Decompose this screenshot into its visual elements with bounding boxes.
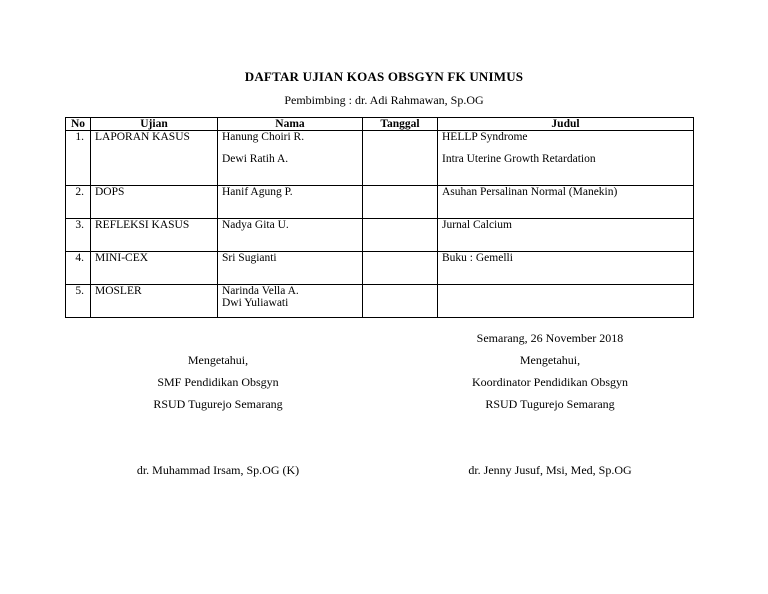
cell-no: 3. <box>66 219 91 252</box>
place-date: Semarang, 26 November 2018 <box>476 331 624 345</box>
cell-no: 2. <box>66 186 91 219</box>
judul-line: Intra Uterine Growth Retardation <box>442 153 596 165</box>
header-nama: Nama <box>218 118 363 131</box>
judul-line: Asuhan Persalinan Normal (Manekin) <box>442 186 618 198</box>
cell-ujian: LAPORAN KASUS <box>91 131 218 186</box>
header-ujian: Ujian <box>91 118 218 131</box>
left-acknowledged: Mengetahui, <box>187 353 249 367</box>
cell-judul <box>438 252 694 285</box>
left-signature-block <box>78 349 358 415</box>
exam-table <box>65 117 694 318</box>
table-row <box>66 285 694 318</box>
cell-nama <box>218 186 363 219</box>
cell-judul <box>438 131 694 186</box>
judul-line: Buku : Gemelli <box>442 252 513 264</box>
right-position: Koordinator Pendidikan Obsgyn <box>472 375 628 389</box>
cell-judul <box>438 285 694 318</box>
nama-line: Dwi Yuliawati <box>222 297 289 309</box>
table-row <box>66 131 694 186</box>
cell-tanggal <box>363 186 438 219</box>
cell-judul <box>438 219 694 252</box>
table-header-row <box>66 118 694 131</box>
header-no: No <box>66 118 91 131</box>
left-signatory-name: dr. Muhammad Irsam, Sp.OG (K) <box>136 463 300 477</box>
cell-nama <box>218 219 363 252</box>
nama-line: Narinda Vella A. <box>222 285 299 297</box>
cell-tanggal <box>363 252 438 285</box>
header-tanggal: Tanggal <box>363 118 438 131</box>
cell-ujian: DOPS <box>91 186 218 219</box>
table-row <box>66 186 694 219</box>
left-position: SMF Pendidikan Obsgyn <box>157 375 279 389</box>
cell-no: 1. <box>66 131 91 186</box>
cell-nama <box>218 285 363 318</box>
cell-nama <box>218 131 363 186</box>
cell-no: 5. <box>66 285 91 318</box>
table-row <box>66 252 694 285</box>
cell-ujian: MOSLER <box>91 285 218 318</box>
right-signature-block <box>410 327 690 415</box>
cell-ujian: MINI-CEX <box>91 252 218 285</box>
cell-judul <box>438 186 694 219</box>
right-institution: RSUD Tugurejo Semarang <box>485 397 615 411</box>
nama-line: Nadya Gita U. <box>222 219 289 231</box>
left-institution: RSUD Tugurejo Semarang <box>153 397 283 411</box>
nama-line: Sri Sugianti <box>222 252 277 264</box>
nama-line: Dewi Ratih A. <box>222 153 289 165</box>
cell-tanggal <box>363 131 438 186</box>
document-supervisor: Pembimbing : dr. Adi Rahmawan, Sp.OG <box>284 93 484 107</box>
right-acknowledged: Mengetahui, <box>519 353 581 367</box>
cell-nama <box>218 252 363 285</box>
nama-line: Hanif Agung P. <box>222 186 293 198</box>
judul-line: Jurnal Calcium <box>442 219 512 231</box>
nama-line: Hanung Choiri R. <box>222 131 305 143</box>
header-judul: Judul <box>438 118 694 131</box>
cell-tanggal <box>363 219 438 252</box>
table-row <box>66 219 694 252</box>
cell-tanggal <box>363 285 438 318</box>
cell-ujian: REFLEKSI KASUS <box>91 219 218 252</box>
cell-no: 4. <box>66 252 91 285</box>
right-signatory-name: dr. Jenny Jusuf, Msi, Med, Sp.OG <box>468 463 632 477</box>
judul-line: HELLP Syndrome <box>442 131 528 143</box>
document-title: DAFTAR UJIAN KOAS OBSGYN FK UNIMUS <box>244 69 524 84</box>
